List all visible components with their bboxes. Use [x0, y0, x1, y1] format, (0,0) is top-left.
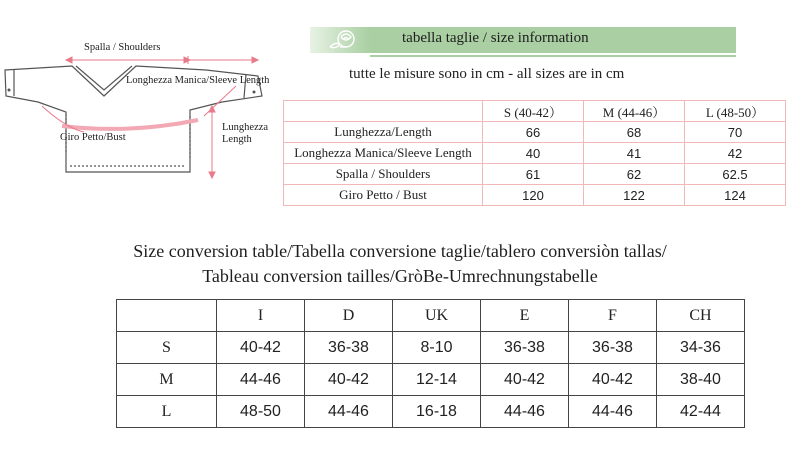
cell: 44-46 [305, 396, 393, 428]
cell: 34-36 [657, 332, 745, 364]
conversion-table [116, 299, 745, 428]
size-table-header [284, 101, 786, 122]
cell: 122 [584, 185, 685, 206]
cell: 12-14 [393, 364, 481, 396]
conversion-title-line2: Tableau conversion tailles/GròBe-Umrechnungstabelle [202, 266, 598, 286]
cell: 68 [584, 122, 685, 143]
row-label: Longhezza Manica/Sleeve Length [284, 143, 483, 164]
cell: 40-42 [481, 364, 569, 396]
banner-underline [370, 55, 736, 57]
diagram-label-shoulders: Spalla / Shoulders [84, 42, 161, 53]
cell: 62.5 [685, 164, 786, 185]
cell: 40 [483, 143, 584, 164]
rose-icon [324, 27, 364, 55]
row-label: S [117, 332, 217, 364]
diagram-label-sleeve: Longhezza Manica/Sleeve Length [126, 75, 270, 86]
table-row [117, 332, 745, 364]
banner-title: tabella taglie / size information [402, 30, 589, 46]
diagram-label-bust: Giro Petto/Bust [60, 132, 126, 143]
conversion-title-line1: Size conversion table/Tabella conversione taglie/tablero conversiòn tallas/ [133, 241, 667, 261]
size-info-banner [310, 27, 736, 53]
garment-drawing [0, 36, 282, 186]
cell: 62 [584, 164, 685, 185]
cell: 40-42 [305, 364, 393, 396]
cell: 44-46 [569, 396, 657, 428]
table-row [284, 164, 786, 185]
table-row [117, 396, 745, 428]
table-row [117, 364, 745, 396]
table-row [284, 185, 786, 206]
cell: 44-46 [481, 396, 569, 428]
size-col-l: L (48-50） [685, 101, 786, 122]
col-uk: UK [393, 300, 481, 332]
size-table-corner [284, 101, 483, 122]
size-table [283, 100, 786, 206]
cell: 120 [483, 185, 584, 206]
cell: 42 [685, 143, 786, 164]
cell: 42-44 [657, 396, 745, 428]
cell: 124 [685, 185, 786, 206]
row-label: Spalla / Shoulders [284, 164, 483, 185]
table-row [284, 122, 786, 143]
col-f: F [569, 300, 657, 332]
cell: 40-42 [569, 364, 657, 396]
conversion-header-row [117, 300, 745, 332]
cell: 36-38 [569, 332, 657, 364]
garment-diagram [0, 36, 282, 186]
col-d: D [305, 300, 393, 332]
cell: 36-38 [305, 332, 393, 364]
col-ch: CH [657, 300, 745, 332]
cell: 38-40 [657, 364, 745, 396]
cell: 8-10 [393, 332, 481, 364]
cell: 40-42 [217, 332, 305, 364]
cell: 61 [483, 164, 584, 185]
col-e: E [481, 300, 569, 332]
col-i: I [217, 300, 305, 332]
cell: 66 [483, 122, 584, 143]
cell: 44-46 [217, 364, 305, 396]
size-col-m: M (44-46） [584, 101, 685, 122]
cell: 16-18 [393, 396, 481, 428]
cell: 70 [685, 122, 786, 143]
units-note: tutte le misure sono in cm - all sizes are in cm [349, 66, 625, 82]
table-row [284, 143, 786, 164]
row-label: L [117, 396, 217, 428]
size-col-s: S (40-42） [483, 101, 584, 122]
conversion-corner [117, 300, 217, 332]
cell: 41 [584, 143, 685, 164]
row-label: M [117, 364, 217, 396]
cell: 48-50 [217, 396, 305, 428]
diagram-label-length: Lunghezza Length [222, 122, 269, 145]
row-label: Giro Petto / Bust [284, 185, 483, 206]
conversion-title [0, 239, 800, 289]
row-label: Lunghezza/Length [284, 122, 483, 143]
cell: 36-38 [481, 332, 569, 364]
